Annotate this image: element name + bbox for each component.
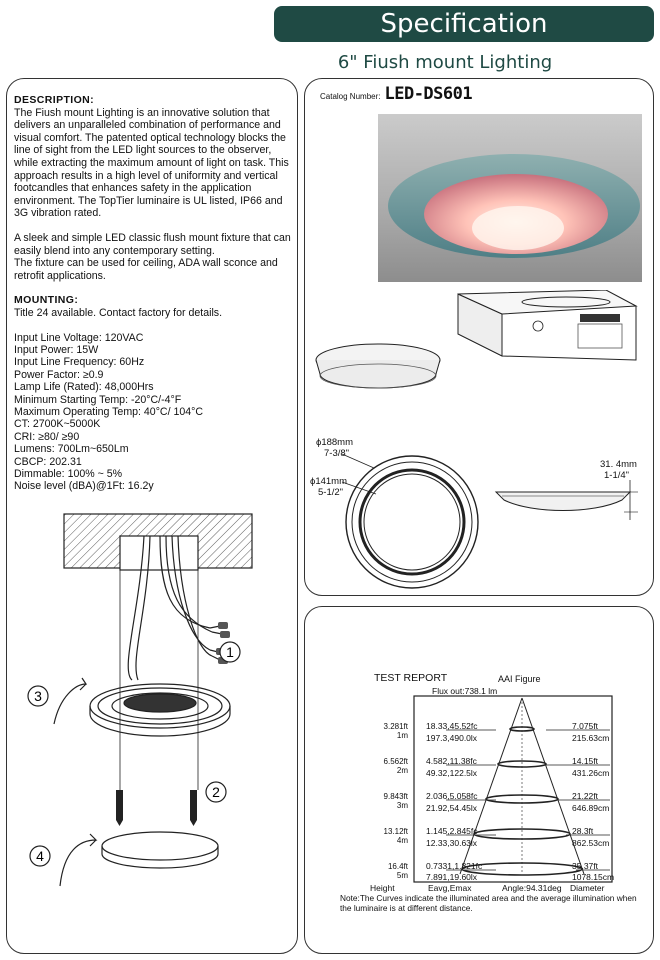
spec-item: Minimum Starting Temp: -20°C/-4°F [14,393,182,406]
row-lx: 197.3,490.0lx [426,733,478,743]
catalog-number [320,84,472,104]
height-in: 1-1/4" [604,470,630,481]
footer-angle-label: Angle:94.31deg [502,883,562,893]
row-diam-ft: 21.22ft [572,791,598,801]
description-paragraph-2: A sleek and simple LED classic flush mount fixture that can easily blend into any contemporary setting. [14,231,291,257]
row-diam-ft: 35.37ft [572,861,598,871]
outer-diameter-in: 7-3/8" [324,448,350,459]
row-lx: 12.33,30.63lx [426,838,478,848]
row-diam-ft: 7.075ft [572,721,598,731]
dimension-drawing [312,440,642,590]
row-height-m: 1m [396,731,408,740]
spec-item: Dimmable: 100% ~ 5% [14,467,123,480]
row-fc: 4.582,11.38fc [426,756,477,766]
row-height-m: 5m [396,871,408,880]
spec-item: Input Line Frequency: 60Hz [14,356,145,369]
row-height-m: 4m [396,836,408,845]
flux-output: Flux out:738.1 lm [432,686,498,696]
row-height-ft: 16.4ft [387,862,408,871]
row-diam-ft: 14.15ft [572,756,598,766]
light-cone [460,698,584,875]
footer-height-label: Height [370,883,395,893]
row-lx: 21.92,54.45lx [426,803,478,813]
row-fc: 1.145,2.845fc [426,826,478,836]
row-height-ft: 6.562ft [383,757,408,766]
description-heading: DESCRIPTION: [14,94,95,106]
row-lx: 49.32,122.5lx [426,768,478,778]
description-paragraph-3: The fixture can be used for ceiling, ADA wall sconce and retrofit applications. [14,257,278,282]
fixture-top-view [342,454,478,588]
inner-diameter-mm: ϕ141mm [310,476,347,487]
row-lx: 7.891,19.60lx [426,872,478,882]
row-diam-cm: 862.53cm [572,838,610,848]
row-height-ft: 3.281ft [383,722,408,731]
catalog-label: Catalog Number: [320,92,381,101]
step-number: 1 [226,644,234,660]
inner-diameter-in: 5-1/2" [318,487,344,498]
page-title-banner [274,6,654,42]
product-subtitle: 6" Fiush mount Lighting [337,52,553,73]
mounting-heading: MOUNTING: [14,294,79,307]
step-number: 2 [212,784,220,800]
row-height-m: 2m [396,766,408,775]
row-diam-cm: 215.63cm [572,733,610,743]
spec-item: Power Factor: ≥0.9 [14,368,104,381]
step-number: 4 [36,848,44,864]
mounting-bracket [90,684,230,736]
row-diam-cm: 646.89cm [572,803,610,813]
row-height-ft: 9.843ft [383,792,408,801]
catalog-value: LED-DS601 [384,84,473,104]
spec-list [14,332,294,493]
test-report-title: TEST REPORT [374,672,448,684]
spec-item: CRI: ≥80/ ≥90 [14,430,80,443]
row-fc: 18.33,45.52fc [426,721,478,731]
fixture-side-view [312,338,444,394]
test-report-note: Note:The Curves indicate the illuminated area and the average illumination when the luminaire is at different distance. [340,893,637,913]
step-markers [28,642,240,866]
screws [116,790,197,826]
spec-item: CT: 2700K~5000K [14,418,101,431]
page-title: Specification [380,9,548,39]
footer-eavg-label: Eavg,Emax [428,883,472,893]
ceiling-junction-box [64,514,252,570]
description-text [14,94,294,493]
aai-figure-label: AAI Figure [498,674,541,684]
mounting-text: Title 24 available. Contact factory for details. [14,306,223,319]
spec-item: Lamp Life (Rated): 48,000Hrs [14,381,154,394]
spec-item: Lumens: 700Lm~650Lm [14,443,129,456]
product-photo [378,114,642,282]
row-height-ft: 13.12ft [383,827,408,836]
product-box [456,290,646,370]
fixture-render [378,114,642,282]
installation-diagram [20,500,290,890]
spec-item: Input Line Voltage: 120VAC [14,331,144,344]
row-fc: 2.036,5.058fc [426,791,478,801]
row-diam-ft: 28.3ft [572,826,594,836]
step-number: 3 [34,688,42,704]
row-height-m: 3m [396,801,408,810]
spec-item: CBCP: 202.31 [14,455,82,468]
row-fc: 0.7331,1.821fc [426,861,483,871]
lens-cover [102,832,218,868]
spec-item: Maximum Operating Temp: 40°C/ 104°C [14,405,204,418]
description-paragraph-1: The Fiush mount Lighting is an innovative solution that delivers an unparalleled combination of performance and visual comfort. The patented optical technology blocks the line of sight from the LED light sources to the observer, while extracting the maximum amount of light on task. This approach results in a high level of uniformity and vertical footcandles that enhances safety in the application environment. The TopTier luminaire is UL listed, IP66 and 3G vibration rated. [14,106,289,220]
height-mm: 31. 4mm [600,459,637,470]
spec-item: Noise level (dBA)@1Ft: 16.2y [14,480,154,493]
fixture-profile-view [496,480,638,520]
spec-item: Input Power: 15W [14,343,99,356]
row-diam-cm: 1078.15cm [572,872,615,882]
screw-guides [120,536,198,790]
outer-diameter-mm: ϕ188mm [316,437,353,448]
row-diam-cm: 431.26cm [572,768,610,778]
footer-diameter-label: Diameter [570,883,605,893]
